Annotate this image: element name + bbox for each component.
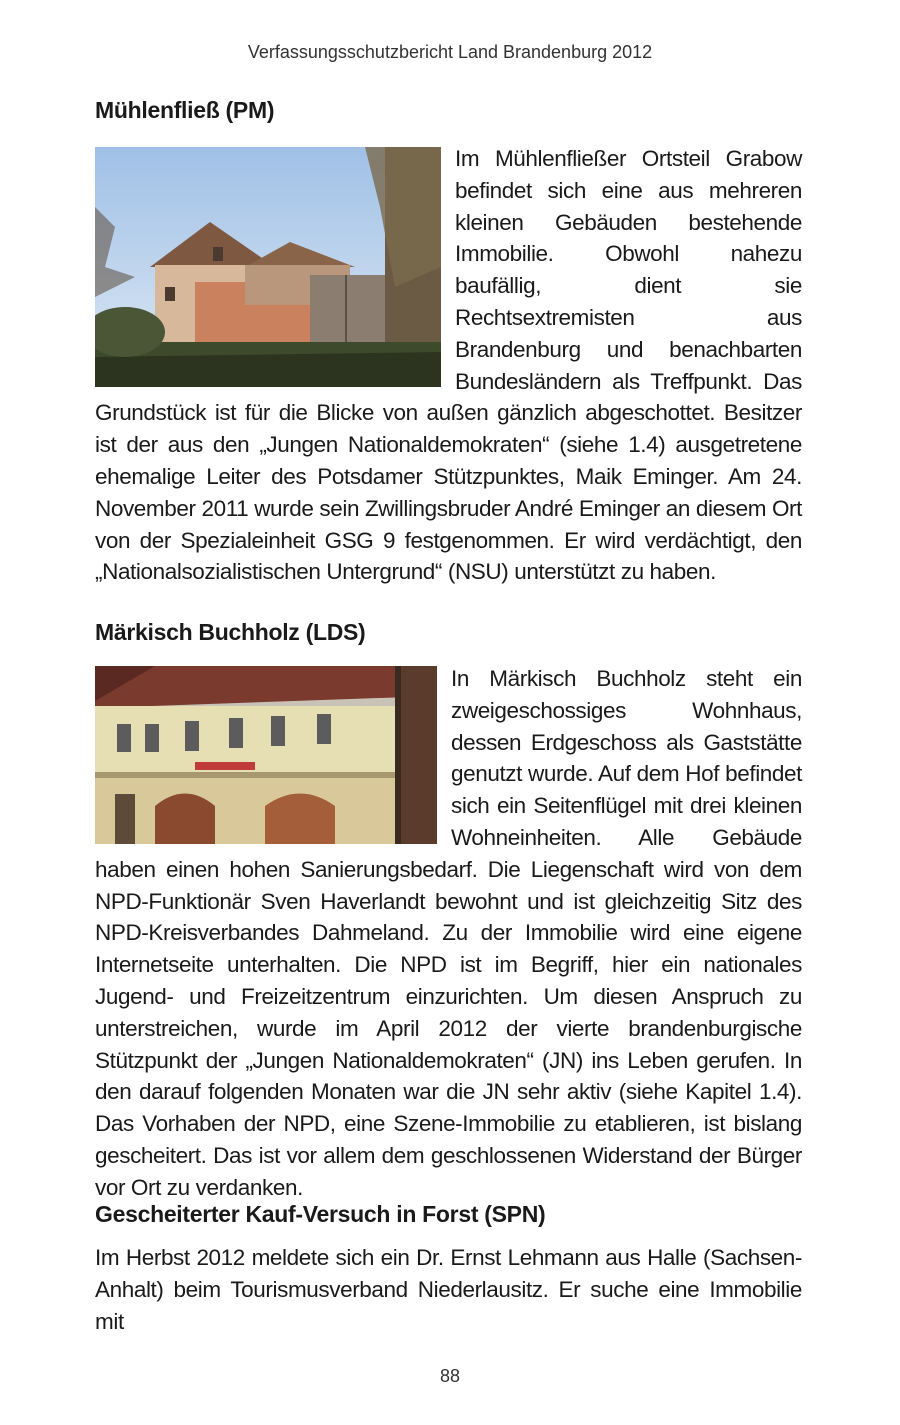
photo-grabow-building [95, 147, 441, 387]
photo-buchholz-inn [95, 666, 437, 844]
section-heading-forst: Gescheiterter Kauf-Versuch in Forst (SPN) [95, 1201, 546, 1227]
section-body-forst [95, 1242, 802, 1337]
section-body-maerkisch-buchholz [95, 663, 802, 1204]
section-text-muehlenfliess: Im Mühlenfließer Ortsteil Grabow befindet sich eine aus mehreren kleinen Gebäuden bestehende Immobilie. Obwohl nahezu baufällig, dient sie Rechtsextremisten aus Brandenburg und benachbarten Bundesländern als Treffpunkt. Das Grundstück ist für die Blicke von außen gänzlich abgeschottet. Besitzer ist der aus den „Jungen Nationaldemokraten“ (siehe 1.4) ausgetretene ehemalige Leiter des Potsdamer Stützpunktes, Maik Eminger. Am 24. November 2011 wurde sein Zwillingsbruder André Eminger an diesem Ort von der Spezialeinheit GSG 9 festgenommen. Er wird verdächtigt, den „Nationalsozialistischen Untergrund“ (NSU) unterstützt zu haben. [95, 146, 802, 585]
section-body-muehlenfliess [95, 143, 802, 588]
page-number: 88 [439, 1366, 461, 1386]
running-header: Verfassungsschutzbericht Land Brandenburg 2012 [247, 42, 653, 62]
section-text-forst: Im Herbst 2012 meldete sich ein Dr. Ernst Lehmann aus Halle (Sachsen-Anhalt) beim Tourismusverband Niederlausitz. Er suche eine Immobilie mit [95, 1245, 802, 1334]
section-text-maerkisch-buchholz: In Märkisch Buchholz steht ein zweigeschossiges Wohnhaus, dessen Erdgeschoss als Gaststätte genutzt wurde. Auf dem Hof befindet sich ein Seitenflügel mit drei kleinen Wohneinheiten. Alle Gebäude haben einen hohen Sanierungsbedarf. Die Liegenschaft wird von dem NPD-Funktionär Sven Haverlandt bewohnt und ist gleichzeitig Sitz des NPD-Kreisverbandes Dahmeland. Zu der Immobilie wird eine eigene Internetseite unterhalten. Die NPD ist im Begriff, hier ein nationales Jugend- und Freizeitzentrum einzurichten. Um diesen Anspruch zu unterstreichen, wurde im April 2012 der vierte brandenburgische Stützpunkt der „Jungen Nationaldemokraten“ (JN) ins Leben gerufen. In den darauf folgenden Monaten war die JN sehr aktiv (siehe Kapitel 1.4). Das Vorhaben der NPD, eine Szene-Immobilie zu etablieren, ist bislang gescheitert. Das ist vor allem dem geschlossenen Widerstand der Bürger vor Ort zu verdanken. [95, 666, 802, 1200]
section-heading-maerkisch-buchholz: Märkisch Buchholz (LDS) [95, 619, 366, 645]
section-heading-muehlenfliess: Mühlenfließ (PM) [95, 97, 275, 123]
